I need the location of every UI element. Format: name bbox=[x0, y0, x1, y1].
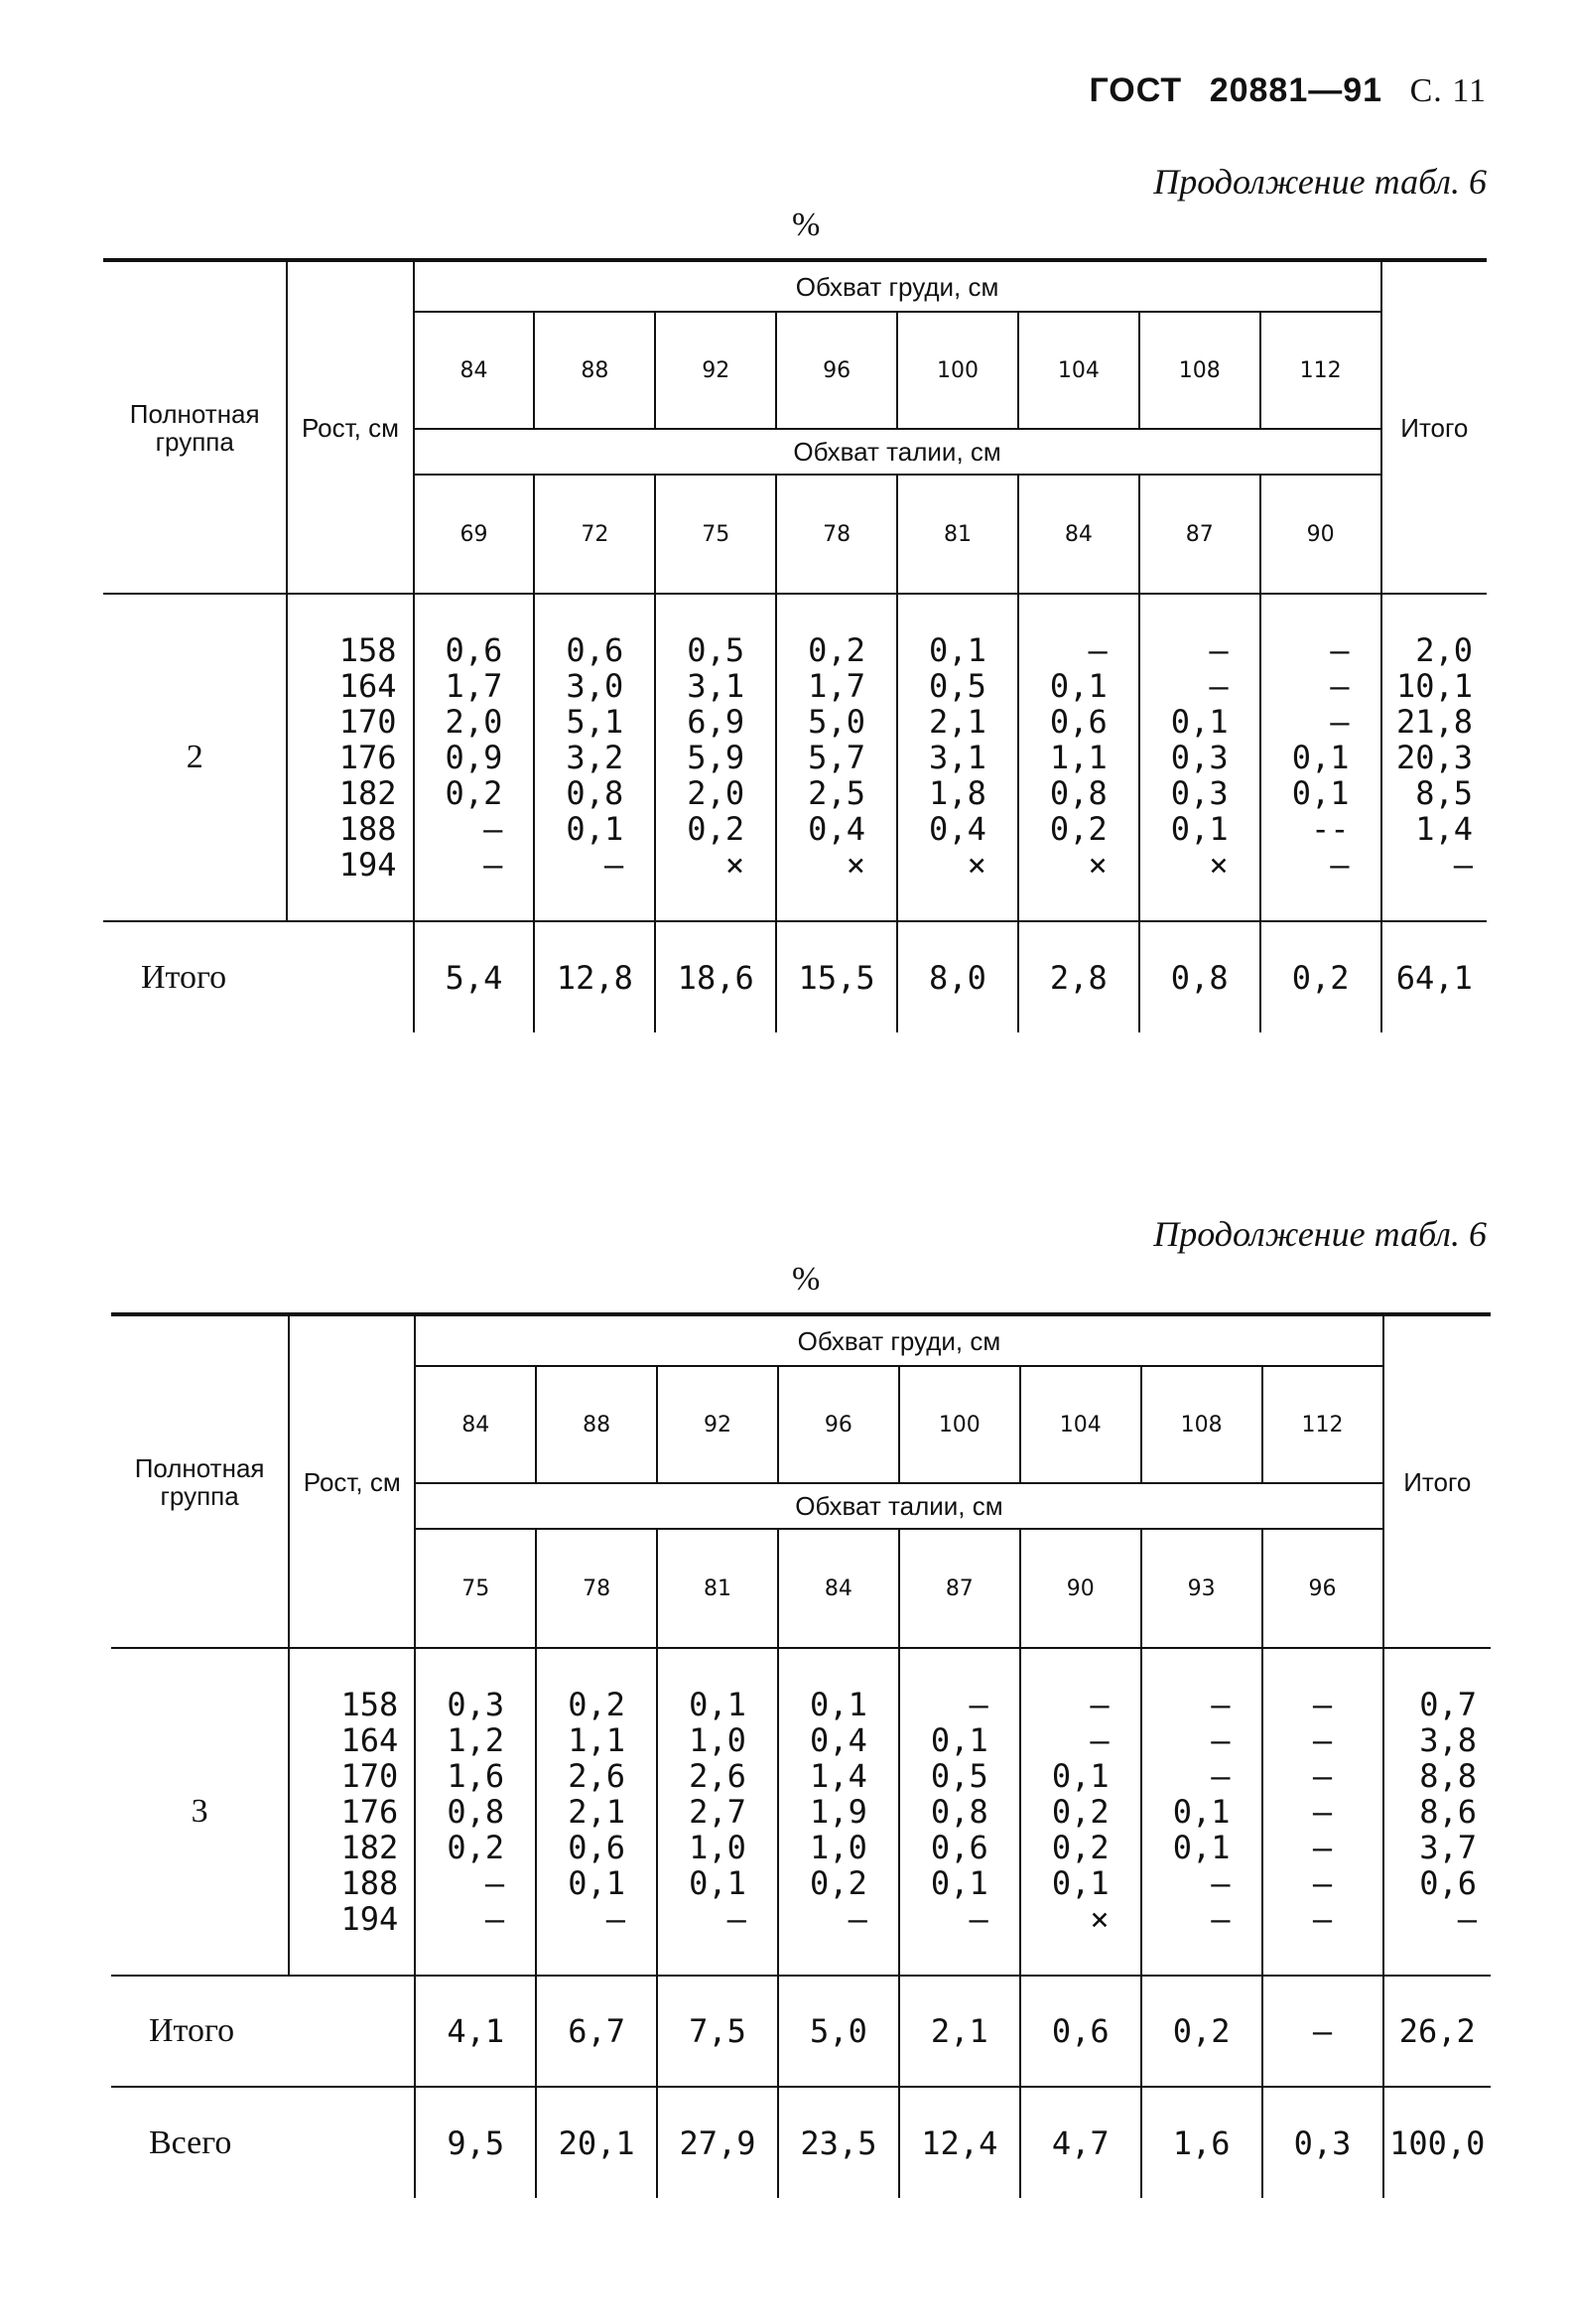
data-column bbox=[1020, 1648, 1141, 1976]
data-column bbox=[1018, 594, 1139, 921]
table2-unit: % bbox=[792, 1261, 821, 1298]
grand-value: 0,3 bbox=[1262, 2087, 1383, 2198]
waist-value: 87 bbox=[899, 1529, 1020, 1648]
total-value: 2,8 bbox=[1018, 921, 1139, 1032]
total-value: 5,4 bbox=[414, 921, 535, 1032]
column-values: 0,6 3,0 5,1 3,2 0,8 0,1 — bbox=[566, 631, 624, 884]
waist-header: Обхват талии, см bbox=[414, 429, 1381, 475]
chest-header: Обхват груди, см bbox=[414, 260, 1381, 312]
row-totals: 0,7 3,8 8,8 8,6 3,7 0,6 — bbox=[1419, 1686, 1477, 1938]
total-col-header: Итого bbox=[1383, 1314, 1491, 1648]
grand-value: 1,6 bbox=[1141, 2087, 1262, 2198]
waist-value: 90 bbox=[1020, 1529, 1141, 1648]
grand-value: 12,4 bbox=[899, 2087, 1020, 2198]
grand-value: 27,9 bbox=[657, 2087, 778, 2198]
total-value: 0,6 bbox=[1020, 1976, 1141, 2087]
chest-value: 100 bbox=[899, 1366, 1020, 1483]
data-block bbox=[103, 594, 1487, 921]
chest-value: 104 bbox=[1018, 312, 1139, 429]
total-value: 7,5 bbox=[657, 1976, 778, 2087]
heights-column bbox=[289, 1648, 415, 1976]
total-value: 5,0 bbox=[778, 1976, 899, 2087]
chest-value: 108 bbox=[1139, 312, 1260, 429]
chest-value: 108 bbox=[1141, 1366, 1262, 1483]
chest-value: 104 bbox=[1020, 1366, 1141, 1483]
data-column bbox=[415, 1648, 536, 1976]
data-column bbox=[534, 594, 655, 921]
column-values: — — — — — — — bbox=[1312, 1686, 1333, 1938]
height-header bbox=[287, 260, 413, 594]
total-value: 2,1 bbox=[899, 1976, 1020, 2087]
waist-value: 75 bbox=[415, 1529, 536, 1648]
chest-value: 96 bbox=[778, 1366, 899, 1483]
waist-value: 72 bbox=[534, 475, 655, 594]
group-header-text: Полнотная группа bbox=[134, 1452, 265, 1511]
grand-totals-label: Всего bbox=[111, 2087, 415, 2198]
chest-value: 84 bbox=[414, 312, 535, 429]
total-value: 4,1 bbox=[415, 1976, 536, 2087]
data-column bbox=[1139, 594, 1260, 921]
column-values: 0,2 1,7 5,0 5,7 2,5 0,4 × bbox=[808, 631, 865, 884]
waist-value: 84 bbox=[778, 1529, 899, 1648]
total-value: 0,2 bbox=[1260, 921, 1381, 1032]
data-column bbox=[1262, 1648, 1383, 1976]
height-header-text: Рост, см bbox=[303, 1466, 401, 1497]
waist-value: 96 bbox=[1262, 1529, 1383, 1648]
chest-value: 100 bbox=[897, 312, 1018, 429]
chest-value: 92 bbox=[657, 1366, 778, 1483]
table-group-2 bbox=[103, 258, 1487, 1032]
chest-value: 84 bbox=[415, 1366, 536, 1483]
row-totals-column bbox=[1381, 594, 1487, 921]
waist-value: 78 bbox=[776, 475, 897, 594]
total-value: 0,2 bbox=[1141, 1976, 1262, 2087]
row-totals: 2,0 10,1 21,8 20,3 8,5 1,4 — bbox=[1395, 631, 1473, 884]
column-values: 0,2 1,1 2,6 2,1 0,6 0,1 — bbox=[568, 1686, 626, 1938]
column-values: 0,5 3,1 6,9 5,9 2,0 0,2 × bbox=[687, 631, 745, 884]
table1-caption: Продолжение табл. 6 bbox=[1153, 162, 1487, 202]
grand-total-overall: 100,0 bbox=[1383, 2087, 1491, 2198]
total-value: 8,0 bbox=[897, 921, 1018, 1032]
table-group-3 bbox=[111, 1312, 1491, 2198]
data-column bbox=[1260, 594, 1381, 921]
column-values: — — — 0,1 0,1 -- — bbox=[1291, 631, 1350, 884]
group-header bbox=[103, 260, 287, 594]
grand-total-value: 26,2 bbox=[1383, 1976, 1491, 2087]
waist-value: 87 bbox=[1139, 475, 1260, 594]
grand-value: 20,1 bbox=[536, 2087, 657, 2198]
group-number: 3 bbox=[111, 1648, 289, 1976]
standard-name: ГОСТ bbox=[1089, 71, 1183, 109]
total-value: — bbox=[1262, 1976, 1383, 2087]
chest-value: 88 bbox=[536, 1366, 657, 1483]
standard-number: 20881—91 bbox=[1209, 71, 1383, 109]
heights-list: 158 164 170 176 182 188 194 bbox=[340, 1686, 399, 1938]
data-column bbox=[897, 594, 1018, 921]
waist-value: 69 bbox=[414, 475, 535, 594]
total-value: 18,6 bbox=[655, 921, 776, 1032]
grand-value: 9,5 bbox=[415, 2087, 536, 2198]
data-column bbox=[776, 594, 897, 921]
grand-value: 23,5 bbox=[778, 2087, 899, 2198]
heights-column bbox=[287, 594, 413, 921]
waist-value: 90 bbox=[1260, 475, 1381, 594]
waist-value: 84 bbox=[1018, 475, 1139, 594]
group-header-text: Полнотная группа bbox=[129, 398, 260, 457]
height-header-text: Рост, см bbox=[301, 412, 399, 443]
column-values: — — 0,1 0,2 0,2 0,1 × bbox=[1051, 1686, 1110, 1938]
page-header bbox=[1089, 71, 1487, 110]
data-column bbox=[778, 1648, 899, 1976]
group-header bbox=[111, 1314, 289, 1648]
total-col-header: Итого bbox=[1381, 260, 1487, 594]
chest-value: 92 bbox=[655, 312, 776, 429]
totals-row bbox=[111, 1976, 1491, 2087]
total-value: 6,7 bbox=[536, 1976, 657, 2087]
grand-total-value: 64,1 bbox=[1381, 921, 1487, 1032]
table2-caption: Продолжение табл. 6 bbox=[1153, 1214, 1487, 1254]
column-values: — — 0,1 0,3 0,3 0,1 × bbox=[1170, 631, 1229, 884]
waist-value: 75 bbox=[655, 475, 776, 594]
page-number: С. 11 bbox=[1409, 72, 1487, 109]
height-header bbox=[289, 1314, 415, 1648]
data-column bbox=[1141, 1648, 1262, 1976]
data-column bbox=[657, 1648, 778, 1976]
chest-value: 112 bbox=[1260, 312, 1381, 429]
waist-value: 81 bbox=[657, 1529, 778, 1648]
column-values: 0,1 0,5 2,1 3,1 1,8 0,4 × bbox=[929, 631, 986, 884]
heights-list: 158 164 170 176 182 188 194 bbox=[338, 631, 397, 884]
column-values: — 0,1 0,5 0,8 0,6 0,1 — bbox=[930, 1686, 988, 1938]
grand-totals-row bbox=[111, 2087, 1491, 2198]
column-values: — — — 0,1 0,1 — — bbox=[1172, 1686, 1231, 1938]
group-number: 2 bbox=[103, 594, 287, 921]
row-totals-column bbox=[1383, 1648, 1491, 1976]
totals-label: Итого bbox=[111, 1976, 415, 2087]
column-values: 0,6 1,7 2,0 0,9 0,2 — — bbox=[445, 631, 503, 884]
chest-value: 96 bbox=[776, 312, 897, 429]
chest-header: Обхват груди, см bbox=[415, 1314, 1382, 1366]
data-block bbox=[111, 1648, 1491, 1976]
total-value: 0,8 bbox=[1139, 921, 1260, 1032]
waist-value: 78 bbox=[536, 1529, 657, 1648]
column-values: 0,1 0,4 1,4 1,9 1,0 0,2 — bbox=[810, 1686, 867, 1938]
chest-value: 88 bbox=[534, 312, 655, 429]
chest-value: 112 bbox=[1262, 1366, 1383, 1483]
table1-unit: % bbox=[792, 206, 821, 243]
waist-header: Обхват талии, см bbox=[415, 1483, 1382, 1529]
data-column bbox=[655, 594, 776, 921]
column-values: 0,1 1,0 2,6 2,7 1,0 0,1 — bbox=[689, 1686, 746, 1938]
total-value: 12,8 bbox=[534, 921, 655, 1032]
data-column bbox=[899, 1648, 1020, 1976]
totals-row bbox=[103, 921, 1487, 1032]
data-column bbox=[536, 1648, 657, 1976]
column-values: — 0,1 0,6 1,1 0,8 0,2 × bbox=[1049, 631, 1108, 884]
column-values: 0,3 1,2 1,6 0,8 0,2 — — bbox=[447, 1686, 505, 1938]
grand-value: 4,7 bbox=[1020, 2087, 1141, 2198]
waist-value: 81 bbox=[897, 475, 1018, 594]
totals-label: Итого bbox=[103, 921, 414, 1032]
total-value: 15,5 bbox=[776, 921, 897, 1032]
waist-value: 93 bbox=[1141, 1529, 1262, 1648]
data-column bbox=[414, 594, 535, 921]
